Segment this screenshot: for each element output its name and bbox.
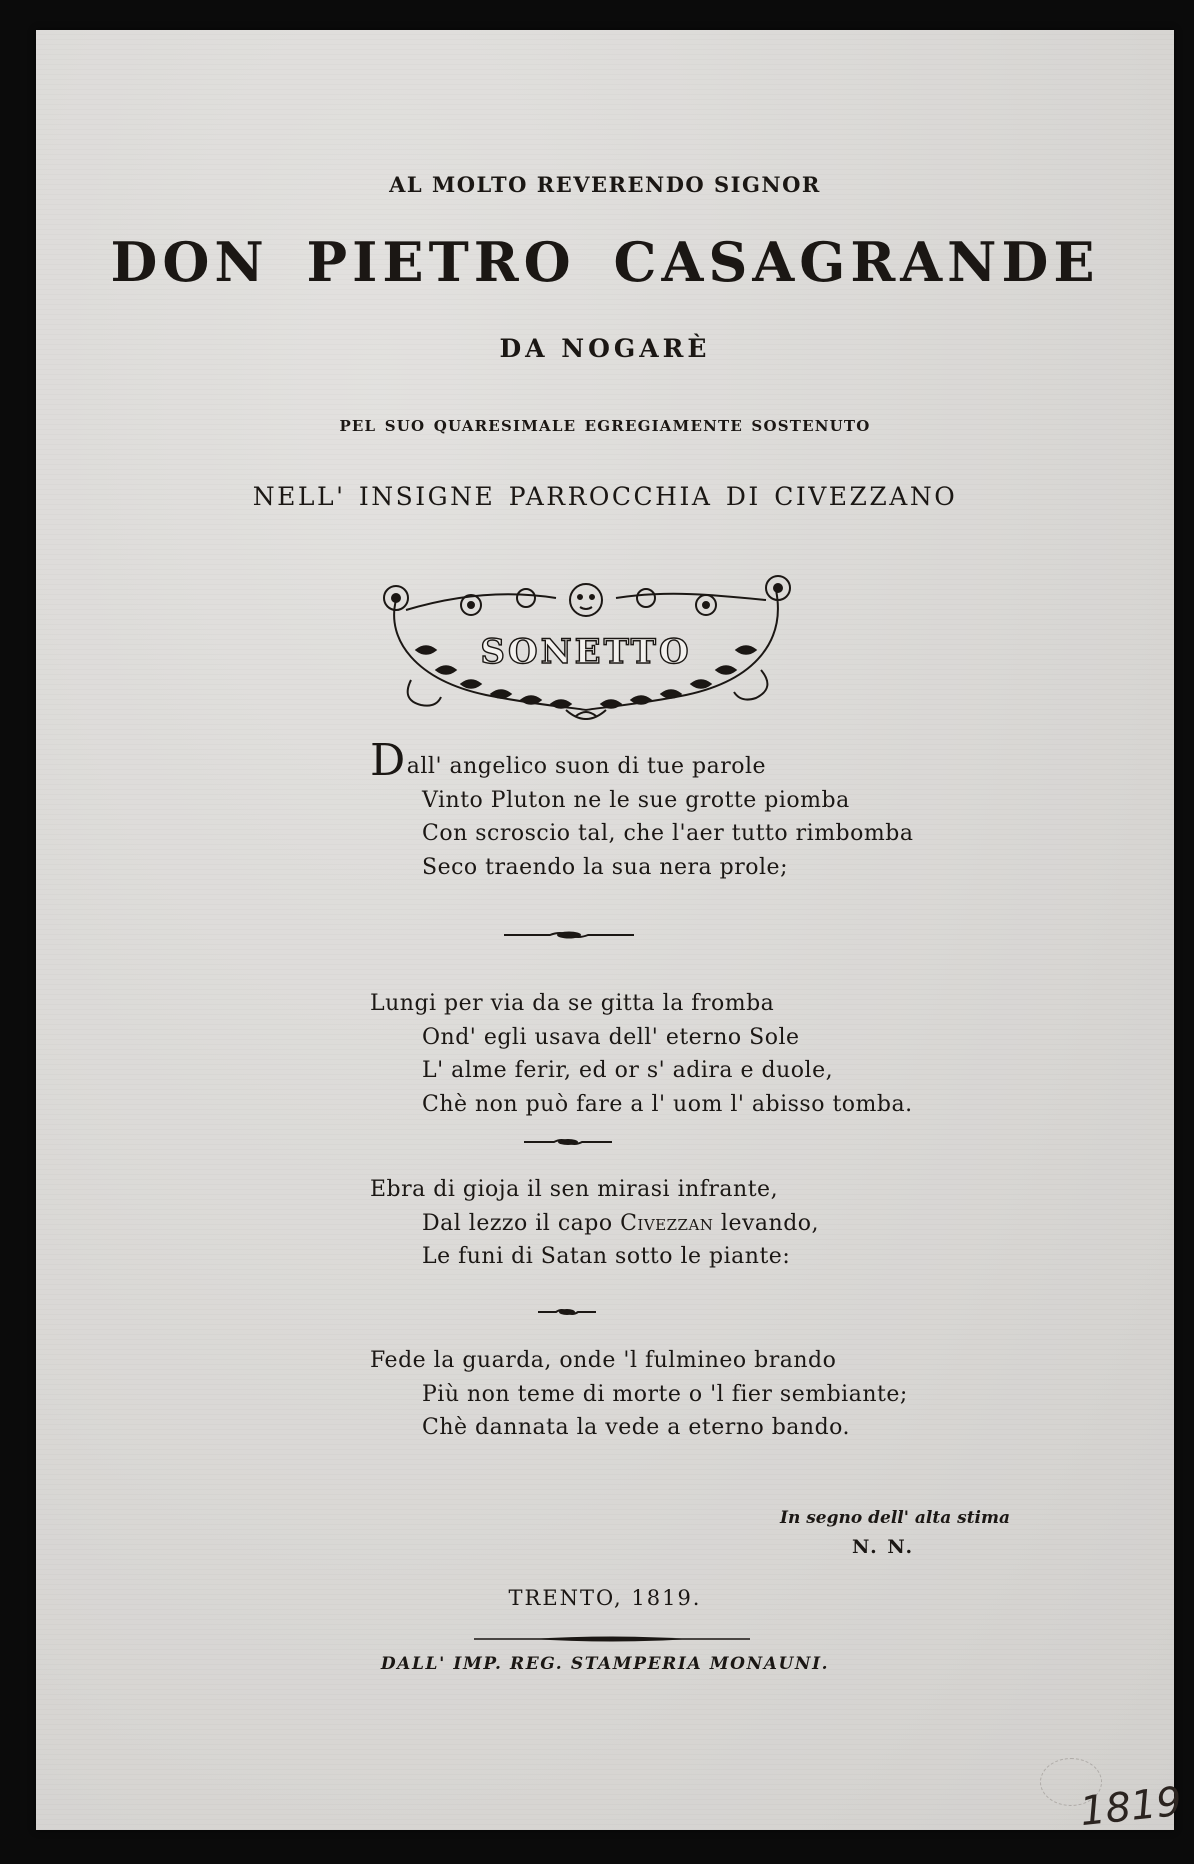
printer-rule: [472, 1634, 752, 1644]
poem-line: Seco traendo la sua nera prole;: [422, 854, 788, 880]
printed-sheet: [36, 30, 1174, 1830]
poem-line: [370, 735, 913, 786]
stanza-2: [370, 987, 913, 1121]
stanza-divider: [536, 1307, 598, 1317]
line-text: Dal lezzo il capo: [422, 1210, 621, 1236]
printer-imprint: DALL' IMP. REG. STAMPERIA MONAUNI.: [380, 1654, 830, 1674]
archive-handwritten-date: 1819: [1077, 1778, 1184, 1836]
poem-line: Fede la guarda, onde 'l fulmineo brando: [370, 1348, 837, 1373]
drop-cap: D: [370, 735, 406, 786]
poem-line: [370, 1207, 819, 1241]
place-name-civezzan: Civezzan: [620, 1210, 714, 1236]
sonetto-title: SONETTO: [480, 632, 692, 672]
dedication-line: AL MOLTO REVERENDO SIGNOR: [389, 172, 821, 197]
line-text: levando,: [713, 1210, 820, 1236]
stanza-1: [370, 735, 914, 884]
poem-line: Vinto Pluton ne le sue grotte piomba: [422, 787, 850, 813]
place-date: TRENTO, 1819.: [508, 1586, 702, 1610]
author-initials: N. N.: [852, 1536, 915, 1558]
dedicatee-name: DON PIETRO CASAGRANDE: [110, 230, 1100, 294]
parish-line: NELL' INSIGNE PARROCCHIA DI CIVEZZANO: [252, 482, 958, 511]
stanza-4: [370, 1344, 908, 1445]
poem-line: Chè non può fare a l' uom l' abisso tomba.: [422, 1091, 913, 1117]
poem-line: Ebra di gioja il sen mirasi infrante,: [370, 1177, 779, 1202]
poem-line: Le funi di Satan sotto le piante:: [422, 1244, 791, 1269]
poem-line: L' alme ferir, ed or s' adira e duole,: [422, 1058, 834, 1083]
stanza-divider: [502, 930, 636, 940]
poem-line: Ond' egli usava dell' eterno Sole: [422, 1024, 800, 1050]
line-text: all' angelico suon di tue parole: [406, 754, 767, 779]
poem-line: Con scroscio tal, che l'aer tutto rimbomba: [422, 821, 914, 846]
poem-line: Chè dannata la vede a eterno bando.: [422, 1415, 851, 1440]
stanza-3: [370, 1173, 819, 1274]
poem-line: Più non teme di morte o 'l fier sembiante;: [422, 1381, 908, 1407]
stanza-divider: [522, 1137, 614, 1147]
occasion-line: PEL SUO QUARESIMALE EGREGIAMENTE SOSTENUTO: [339, 417, 871, 435]
signoff: In segno dell' alta stima: [780, 1508, 1011, 1528]
poem-line: Lungi per via da se gitta la fromba: [370, 991, 775, 1016]
dedicatee-origin: DA NOGARÈ: [499, 334, 711, 363]
garland-ornament: [376, 570, 796, 720]
